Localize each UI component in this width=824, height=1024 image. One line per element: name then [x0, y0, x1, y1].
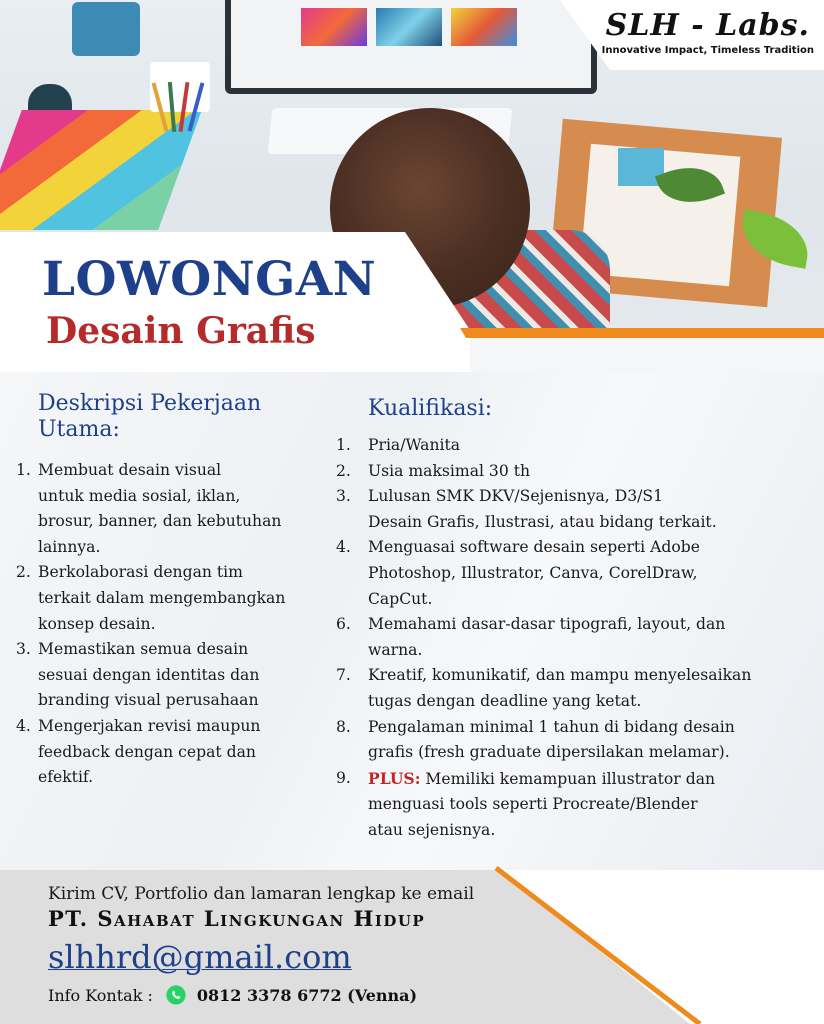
list-item-number: 1.: [16, 461, 31, 479]
description-heading-line: Utama:: [38, 417, 120, 442]
list-item-line: Mengerjakan revisi maupun: [38, 716, 261, 735]
list-item-number: 7.: [336, 666, 351, 685]
list-item-line: Usia maksimal 30 th: [368, 461, 531, 480]
logo-tagline: Innovative Impact, Timeless Tradition: [601, 45, 814, 56]
list-item-line: konsep desain.: [38, 614, 156, 633]
list-item-line: menguasi tools seperti Procreate/Blender: [368, 795, 698, 814]
list-item-number: 3.: [16, 640, 31, 659]
list-item: [16, 458, 326, 560]
list-item-line: [368, 766, 816, 793]
list-item-line: atau sejenisnya.: [368, 820, 496, 839]
list-item-number: 2.: [16, 563, 31, 582]
list-item-line: Photoshop, Illustrator, Canva, CorelDraw,: [368, 563, 698, 582]
description-list: [16, 458, 326, 791]
list-item-line: untuk media sosial, iklan,: [38, 486, 241, 505]
contact-label: Info Kontak :: [48, 985, 153, 1005]
list-item-number: 8.: [336, 717, 351, 736]
list-item: [336, 612, 816, 663]
list-item-line: Lulusan SMK DKV/Sejenisnya, D3/S1: [368, 487, 664, 506]
list-item-line: sesuai dengan identitas dan: [38, 665, 260, 684]
list-item-line: Desain Grafis, Ilustrasi, atau bidang terkait.: [368, 512, 717, 531]
list-item-line: Memahami dasar-dasar tipografi, layout, dan: [368, 615, 726, 634]
list-item-line: Berkolaborasi dengan tim: [38, 563, 243, 582]
list-item-line: Pria/Wanita: [368, 436, 461, 454]
list-item: [336, 715, 816, 766]
list-item-line: Memastikan semua desain: [38, 640, 249, 659]
list-item-line: tugas dengan deadline yang ketat.: [368, 691, 642, 710]
brand-logo: [602, 8, 814, 56]
page-subtitle: Desain Grafis: [46, 310, 316, 352]
description-heading-line: Deskripsi Pekerjaan: [38, 391, 262, 416]
list-item: [336, 766, 816, 844]
contact-info: [48, 984, 417, 1006]
whatsapp-icon: [165, 984, 187, 1006]
list-item-number: 6.: [336, 615, 351, 634]
logo-text: SLH - Labs.: [605, 8, 810, 43]
list-item-line: Kreatif, komunikatif, dan mampu menyelesaikan: [368, 666, 752, 685]
company-name: PT. Sahabat Lingkungan Hidup: [48, 906, 426, 931]
list-item-number: 2.: [336, 461, 351, 480]
description-heading: [38, 391, 261, 443]
qualifications-list: [336, 433, 816, 844]
plus-label: PLUS:: [368, 768, 421, 788]
list-item-line: CapCut.: [368, 589, 433, 608]
list-item: [336, 535, 816, 612]
list-item-line: brosur, banner, dan kebutuhan: [38, 512, 282, 531]
apply-instruction: Kirim CV, Portfolio dan lamaran lengkap ke email: [48, 884, 475, 904]
contact-number[interactable]: 0812 3378 6772 (Venna): [196, 985, 418, 1005]
list-item-line: Menguasai software desain seperti Adobe: [368, 538, 700, 557]
list-item-number: 4.: [16, 716, 31, 735]
email-link[interactable]: slhhrd@gmail.com: [48, 938, 352, 976]
list-item-line: branding visual perusahaan: [38, 691, 259, 710]
list-item-number: 9.: [336, 768, 351, 787]
list-item-line: grafis (fresh graduate dipersilakan melamar).: [368, 743, 730, 762]
list-item: [336, 433, 816, 459]
list-item-line: efektif.: [38, 768, 94, 787]
list-item: [16, 637, 326, 714]
list-item-number: 3.: [336, 487, 351, 506]
list-item-text: Memiliki kemampuan illustrator dan: [420, 769, 716, 788]
page-title: LOWONGAN: [42, 252, 377, 307]
list-item: [16, 714, 326, 791]
list-item-line: Membuat desain visual: [38, 461, 222, 479]
list-item: [336, 484, 816, 535]
list-item: [336, 459, 816, 485]
list-item-line: feedback dengan cepat dan: [38, 742, 256, 761]
list-item-line: lainnya.: [38, 537, 101, 556]
list-item-line: terkait dalam mengembangkan: [38, 588, 286, 607]
qualifications-heading: Kualifikasi:: [368, 396, 493, 421]
list-item-line: Pengalaman minimal 1 tahun di bidang desain: [368, 717, 735, 736]
list-item-line: warna.: [368, 640, 423, 659]
list-item: [16, 560, 326, 637]
list-item-number: 1.: [336, 436, 351, 454]
list-item: [336, 663, 816, 714]
list-item-number: 4.: [336, 538, 351, 557]
